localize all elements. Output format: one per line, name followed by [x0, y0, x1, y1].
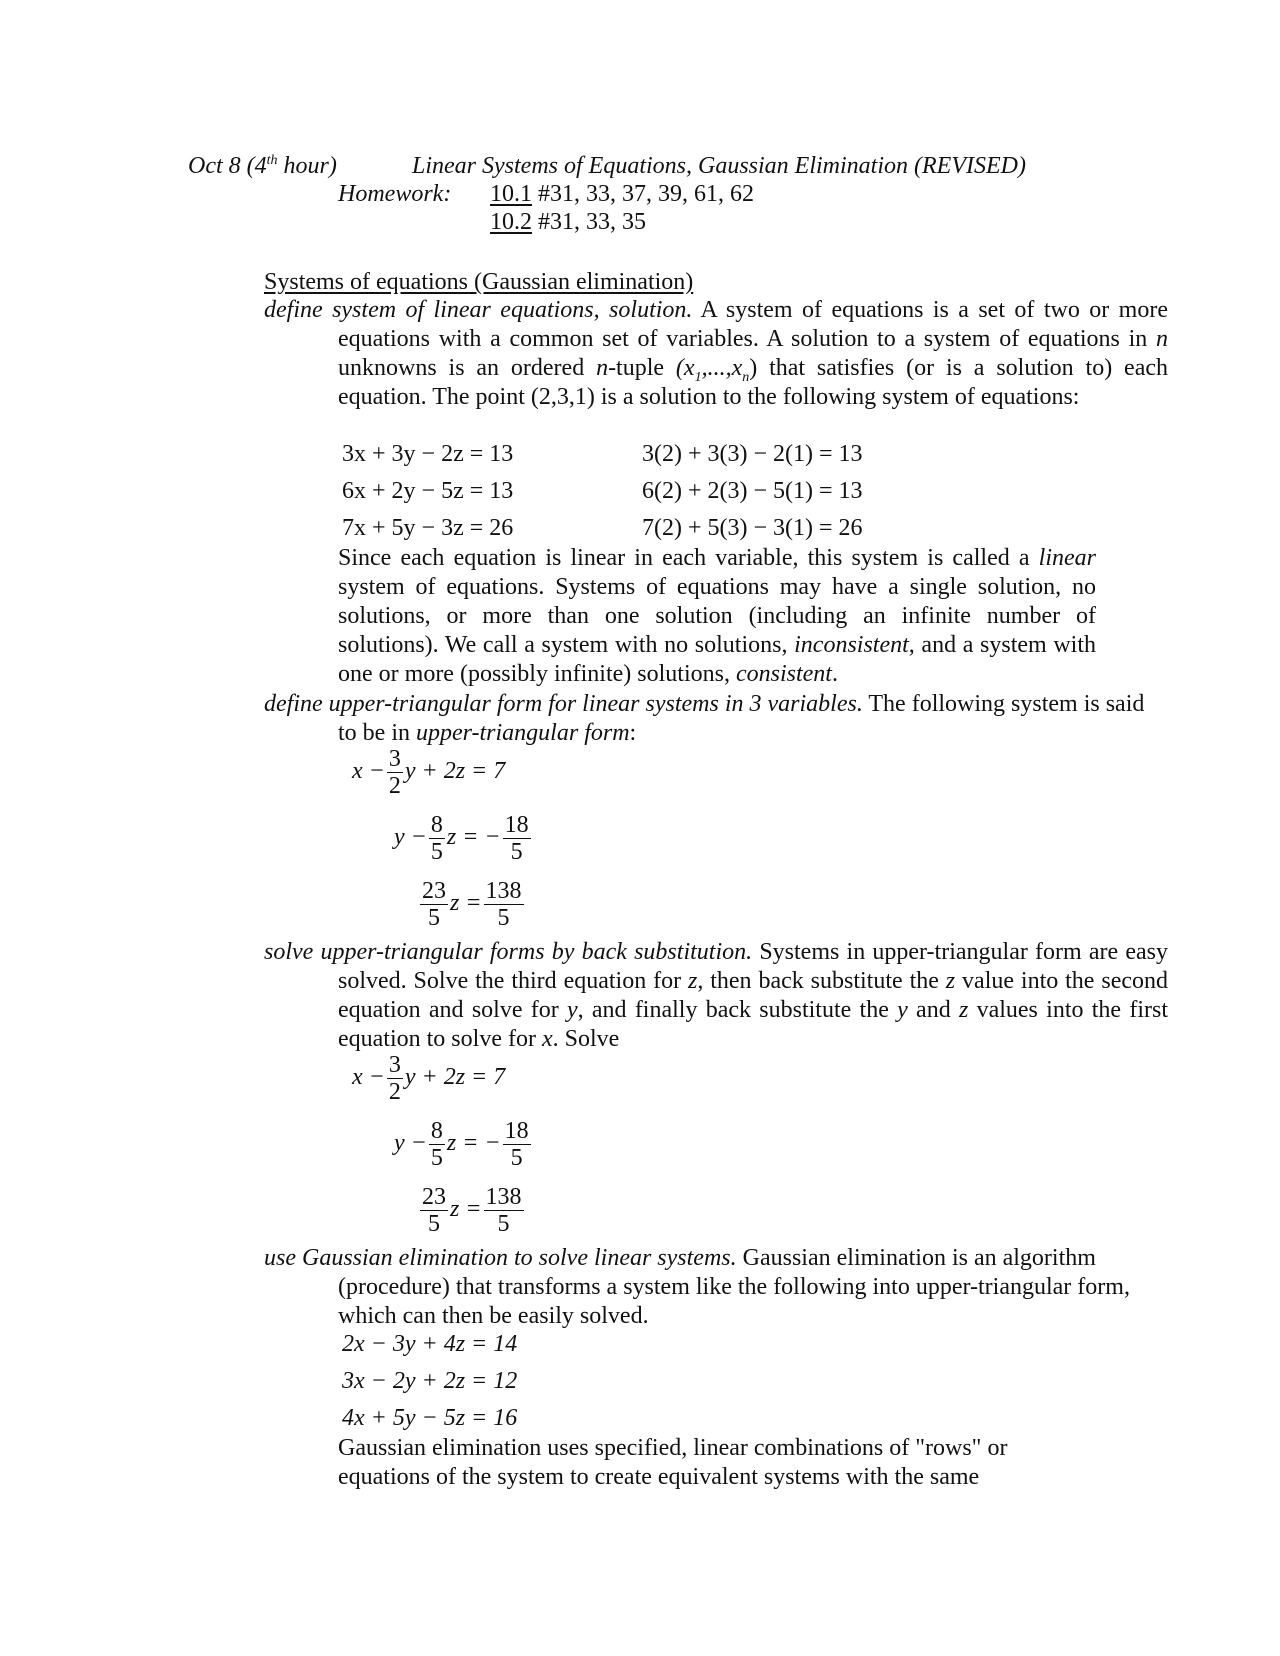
system1-check-3: 7(2) + 5(3) − 3(1) = 26: [642, 515, 863, 541]
frac-den: 5: [430, 1145, 443, 1171]
tri2-r2-pre: y −: [394, 1130, 427, 1157]
define-system-text3: -tuple: [608, 355, 676, 381]
solve-text4: , and finally back substitute the: [577, 997, 898, 1023]
homework-line-2: [490, 208, 646, 237]
upper-form-term: upper-triangular form: [416, 720, 630, 746]
tri1-r3-mid: z =: [450, 890, 482, 917]
solve-text7: . Solve: [552, 1026, 620, 1052]
frac-num: 3: [388, 746, 401, 772]
linear-text4: .: [831, 661, 838, 687]
frac-den: 5: [510, 1145, 523, 1171]
system1-eq-2: 6x + 2y − 5z = 13: [342, 478, 514, 504]
tuple-mid: ,...,x: [701, 355, 743, 381]
gauss-text: Gaussian elimination is an algorithm (procedure) that transforms a system like the following into upper-triangular form, which can then be easily solved.: [338, 1245, 1130, 1329]
tri2-r1-pre: x −: [352, 1064, 385, 1091]
tri1-r2-mid: z = −: [446, 824, 501, 851]
define-system-text2: unknowns is an ordered: [338, 355, 597, 381]
var-y-1: y: [566, 997, 578, 1023]
linear-paragraph: [338, 544, 1096, 689]
var-z-1: z: [688, 968, 698, 994]
linear-text1: Since each equation is linear in each variable, this system is called a: [338, 545, 1039, 571]
linear-term: linear: [1038, 545, 1096, 571]
date-suffix: hour): [277, 153, 337, 179]
gauss-paragraph: [264, 1244, 1168, 1331]
frac-den: 5: [510, 839, 523, 865]
tri2-r3-mid: z =: [450, 1196, 482, 1223]
tri2-r1-frac: [387, 1052, 403, 1105]
frac-den: 2: [388, 1079, 401, 1105]
system1-check-2: 6(2) + 2(3) − 5(1) = 13: [642, 478, 863, 504]
var-x-1: x: [541, 1026, 553, 1052]
frac-den: 5: [497, 1211, 510, 1237]
system1-eq-3: 7x + 5y − 3z = 26: [342, 515, 514, 541]
frac-num: 18: [504, 812, 529, 838]
frac-num: 138: [485, 1184, 522, 1210]
var-y-2: y: [897, 997, 908, 1023]
hw1-ref: 10.1: [490, 181, 532, 207]
upper-paragraph: [264, 690, 1168, 748]
solve-text3: value into the second equation and solve for: [338, 968, 1169, 1023]
tri1-r2-frac1: [429, 812, 445, 865]
final-paragraph: Gaussian elimination uses specified, linear combinations of "rows" or equations of the system to create equivalent systems with the same: [338, 1435, 1008, 1490]
solve-paragraph: [264, 938, 1168, 1054]
tri1-r1-post: y + 2z = 7: [404, 758, 506, 785]
tuple-sub2: n: [742, 369, 750, 385]
tri2-r2-mid: z = −: [446, 1130, 501, 1157]
tri1-r3-frac2: [484, 878, 524, 931]
frac-num: 23: [422, 878, 446, 904]
date-prefix: Oct 8 (4: [188, 153, 267, 179]
upper-term: define upper-triangular form for linear systems in 3 variables.: [264, 691, 863, 717]
define-system-paragraph: [264, 296, 1168, 412]
var-z-3: z: [958, 997, 969, 1023]
tri2-r2-frac2: [503, 1118, 531, 1171]
system1-check-1: 3(2) + 3(3) − 2(1) = 13: [642, 441, 863, 467]
solve-text1: Systems in upper-triangular form are easy solved. Solve the third equation for: [338, 939, 1169, 994]
frac-num: 8: [430, 1118, 443, 1144]
frac-num: 18: [504, 1118, 529, 1144]
tri1-row-3: [418, 878, 526, 931]
upper-text1: The following system is said to be in: [338, 691, 1145, 746]
solve-text2: , then back substitute the: [697, 968, 946, 994]
upper-text2: :: [629, 720, 637, 746]
system2-eq-3: 4x + 5y − 5z = 16: [342, 1405, 518, 1431]
frac-num: 3: [388, 1052, 401, 1078]
n-var-1: n: [1156, 326, 1168, 352]
gauss-term: use Gaussian elimination to solve linear systems.: [264, 1245, 737, 1271]
tri1-r1-pre: x −: [352, 758, 385, 785]
solve-term: solve upper-triangular forms by back substitution.: [264, 939, 753, 965]
var-z-2: z: [945, 968, 956, 994]
frac-den: 5: [497, 905, 510, 931]
hw2-items: #31, 33, 35: [532, 209, 646, 235]
linear-text3: , and a system with one or more (possibly infinite) solutions,: [338, 632, 1097, 687]
homework-line-1: [490, 180, 754, 209]
consistent-term: consistent: [735, 661, 832, 687]
page-title: Linear Systems of Equations, Gaussian Elimination (REVISED): [412, 153, 1026, 179]
tri2-r3-frac2: [484, 1184, 524, 1237]
linear-text2: system of equations. Systems of equations may have a single solution, no solutions, or more than one solution (including an infinite number of solutions). We call a system with no solutions,: [338, 574, 1096, 658]
frac-den: 2: [388, 773, 401, 799]
tri2-r2-frac1: [429, 1118, 445, 1171]
define-system-term: define system of linear equations, solution.: [264, 297, 693, 323]
system2-eq-2: 3x − 2y + 2z = 12: [342, 1368, 518, 1394]
frac-den: 5: [430, 839, 443, 865]
tri2-row-1: [352, 1052, 505, 1105]
tuple-close: ): [749, 355, 758, 381]
tri1-row-2: [394, 812, 533, 865]
tri2-r1-post: y + 2z = 7: [404, 1064, 506, 1091]
frac-den: 5: [428, 905, 440, 931]
hw2-ref: 10.2: [490, 209, 532, 235]
solve-text6: values into the first equation to solve for: [338, 997, 1168, 1052]
tri1-r3-frac1: [420, 878, 448, 931]
tri2-row-2: [394, 1118, 533, 1171]
frac-num: 138: [485, 878, 522, 904]
frac-num: 23: [422, 1184, 446, 1210]
tri1-r2-frac2: [503, 812, 531, 865]
homework-label: Homework:: [338, 181, 452, 207]
hw1-items: #31, 33, 37, 39, 61, 62: [532, 181, 754, 207]
system2-eq-1: 2x − 3y + 4z = 14: [342, 1331, 518, 1357]
tuple-open: (x: [675, 355, 695, 381]
tuple-sub1: 1: [694, 369, 702, 385]
n-var-2: n: [596, 355, 609, 381]
system1-eq-1: 3x + 3y − 2z = 13: [342, 441, 514, 467]
define-system-text1: A system of equations is a set of two or more equations with a common set of variables. A solution to a system of equations in: [338, 297, 1168, 352]
date-sup: th: [266, 153, 278, 168]
section-heading: Systems of equations (Gaussian elimination): [264, 269, 694, 295]
solve-text5: and: [907, 997, 959, 1023]
tri1-row-1: [352, 746, 505, 799]
inconsistent-term: inconsistent: [794, 632, 909, 658]
tri2-r3-frac1: [420, 1184, 448, 1237]
define-system-text4: that satisfies (or is a solution to) each equation. The point (2,3,1) is a solution to the following system of equations:: [338, 355, 1168, 410]
tri1-r2-pre: y −: [394, 824, 427, 851]
tri1-r1-frac: [387, 746, 403, 799]
date-line: [188, 152, 337, 181]
frac-num: 8: [430, 812, 443, 838]
frac-den: 5: [428, 1211, 440, 1237]
tri2-row-3: [418, 1184, 526, 1237]
